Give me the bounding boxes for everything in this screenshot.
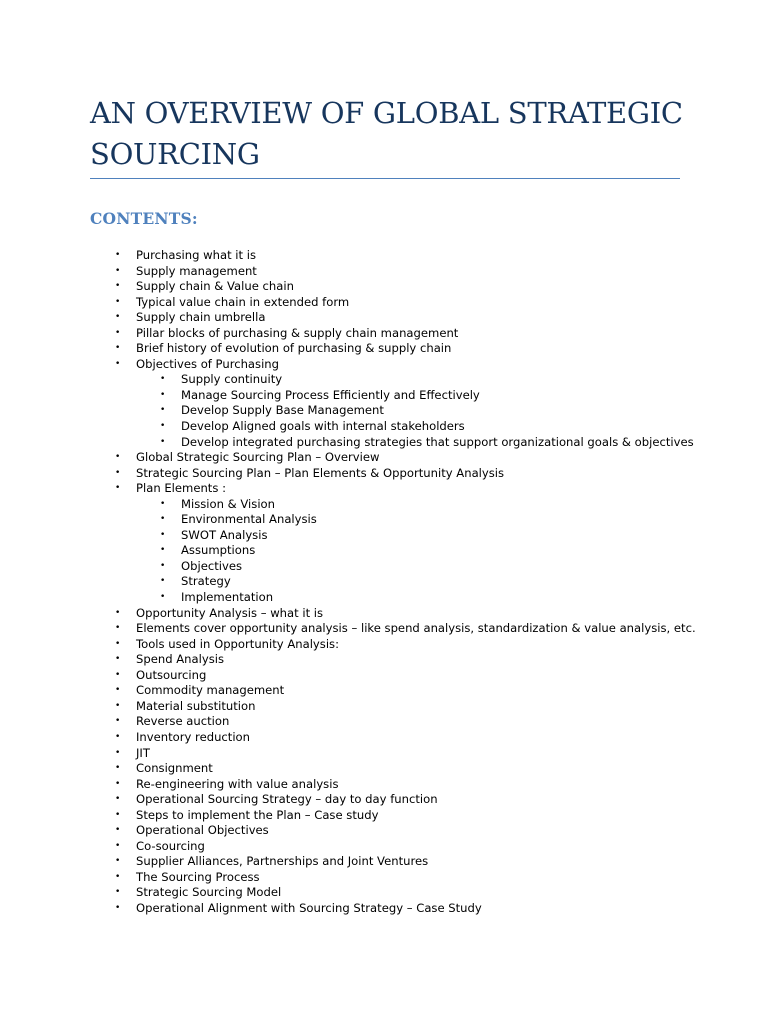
contents-subitem [0,435,768,451]
contents-item [0,823,768,839]
contents-item-text: Co-sourcing [136,838,205,853]
contents-item [0,450,768,466]
contents-item-text: Purchasing what it is [136,248,257,262]
bullet-icon: • [115,654,121,665]
contents-item-text: Environmental Analysis [181,512,317,527]
contents-item [0,839,768,855]
contents-subitem [0,497,768,513]
contents-item-text: Strategic Sourcing Plan – Plan Elements & Opportunity Analysis [136,465,505,480]
bullet-icon: • [160,514,166,525]
bullet-icon: • [115,669,121,680]
contents-item-text: Operational Alignment with Sourcing Strategy – Case Study [136,900,482,915]
contents-item [0,746,768,762]
contents-item-text: Objectives of Purchasing [136,356,280,371]
contents-item-text: Material substitution [136,698,256,713]
bullet-icon: • [115,887,121,898]
bullet-icon: • [115,312,121,323]
bullet-icon: • [160,498,166,509]
contents-subitem [0,403,768,419]
contents-item [0,326,768,342]
bullet-icon: • [160,374,166,385]
bullet-icon: • [115,296,121,307]
contents-item-text: Re-engineering with value analysis [136,776,339,791]
bullet-icon: • [115,327,121,338]
bullet-icon: • [115,685,121,696]
bullet-icon: • [115,747,121,758]
contents-item [0,606,768,622]
contents-subitem [0,559,768,575]
contents-item-text: JIT [136,745,150,760]
bullet-icon: • [160,529,166,540]
contents-item [0,341,768,357]
contents-item-text: Develop integrated purchasing strategies that support organizational goals & objectives [181,434,694,449]
contents-item [0,854,768,870]
contents-item [0,357,768,373]
contents-item-text: SWOT Analysis [181,527,268,542]
contents-subitem [0,419,768,435]
contents-subitem [0,372,768,388]
bullet-icon: • [115,265,121,276]
bullet-icon: • [115,343,121,354]
bullet-icon: • [115,731,121,742]
contents-item-text: Develop Supply Base Management [181,403,384,418]
contents-item-text: Operational Objectives [136,823,269,838]
contents-item [0,621,768,637]
contents-item-text: Elements cover opportunity analysis – like spend analysis, standardization & value analysis, etc. [136,621,696,636]
bullet-icon: • [115,452,121,463]
bullet-icon: • [160,436,166,447]
contents-item-text: Manage Sourcing Process Efficiently and Effectively [181,387,480,402]
contents-item-text: Typical value chain in extended form [136,294,350,309]
contents-item-text: Strategic Sourcing Model [136,885,282,900]
contents-item [0,730,768,746]
contents-subitem [0,528,768,544]
contents-subitem [0,512,768,528]
contents-item-text: Mission & Vision [181,496,275,511]
contents-subitem [0,543,768,559]
contents-subitem [0,574,768,590]
contents-item-text: Supply chain umbrella [136,310,266,325]
bullet-icon: • [115,825,121,836]
contents-item [0,264,768,280]
contents-item [0,699,768,715]
bullet-icon: • [115,856,121,867]
contents-item [0,901,768,917]
bullet-icon: • [115,871,121,882]
bullet-icon: • [160,545,166,556]
contents-item [0,652,768,668]
contents-item-text: Spend Analysis [136,652,225,667]
bullet-icon: • [160,421,166,432]
contents-subitem [0,388,768,404]
contents-item-text: Operational Sourcing Strategy – day to day function [136,792,438,807]
contents-item [0,310,768,326]
bullet-icon: • [115,716,121,727]
document-title: AN OVERVIEW OF GLOBAL STRATEGIC SOURCING [90,96,683,171]
bullet-icon: • [160,576,166,587]
contents-item-text: Plan Elements : [136,481,226,496]
bullet-icon: • [115,763,121,774]
contents-item-text: Assumptions [181,543,256,558]
contents-item-text: Develop Aligned goals with internal stakeholders [181,419,465,434]
contents-item [0,870,768,886]
contents-item [0,808,768,824]
contents-item [0,248,768,264]
contents-heading: CONTENTS: [90,209,198,228]
contents-item-text: Supplier Alliances, Partnerships and Joint Ventures [136,854,429,869]
bullet-icon: • [160,560,166,571]
contents-subitem [0,590,768,606]
bullet-icon: • [160,592,166,603]
contents-item [0,637,768,653]
contents-item-text: Opportunity Analysis – what it is [136,605,324,620]
contents-item-text: Reverse auction [136,714,230,729]
contents-item-text: The Sourcing Process [136,869,260,884]
bullet-icon: • [115,840,121,851]
contents-item-text: Commodity management [136,683,285,698]
contents-item-text: Consignment [136,761,213,776]
contents-item [0,761,768,777]
contents-item [0,683,768,699]
bullet-icon: • [115,794,121,805]
contents-item-text: Objectives [181,558,243,573]
bullet-icon: • [115,607,121,618]
contents-item-text: Brief history of evolution of purchasing & supply chain [136,341,452,356]
title-underline-divider [90,178,680,179]
contents-item [0,777,768,793]
bullet-icon: • [115,638,121,649]
contents-item-text: Supply continuity [181,372,283,387]
contents-list [0,248,768,917]
bullet-icon: • [160,405,166,416]
bullet-icon: • [115,358,121,369]
contents-item [0,792,768,808]
bullet-icon: • [115,250,121,260]
contents-item-text: Supply management [136,263,257,278]
bullet-icon: • [115,281,121,292]
contents-item-text: Inventory reduction [136,729,250,744]
contents-item-text: Strategy [181,574,231,589]
bullet-icon: • [160,389,166,400]
contents-item-text: Global Strategic Sourcing Plan – Overview [136,450,380,465]
contents-item-text: Outsourcing [136,667,207,682]
contents-item [0,295,768,311]
contents-item-text: Supply chain & Value chain [136,279,294,294]
contents-item [0,279,768,295]
contents-item-text: Implementation [181,590,274,605]
bullet-icon: • [115,778,121,789]
contents-item [0,481,768,497]
bullet-icon: • [115,623,121,634]
contents-item-text: Pillar blocks of purchasing & supply chain management [136,325,459,340]
bullet-icon: • [115,467,121,478]
contents-item-text: Tools used in Opportunity Analysis: [136,636,339,651]
bullet-icon: • [115,483,121,494]
contents-item [0,466,768,482]
bullet-icon: • [115,700,121,711]
bullet-icon: • [115,902,121,913]
contents-item [0,668,768,684]
contents-item [0,714,768,730]
bullet-icon: • [115,809,121,820]
contents-item [0,885,768,901]
contents-item-text: Steps to implement the Plan – Case study [136,807,379,822]
